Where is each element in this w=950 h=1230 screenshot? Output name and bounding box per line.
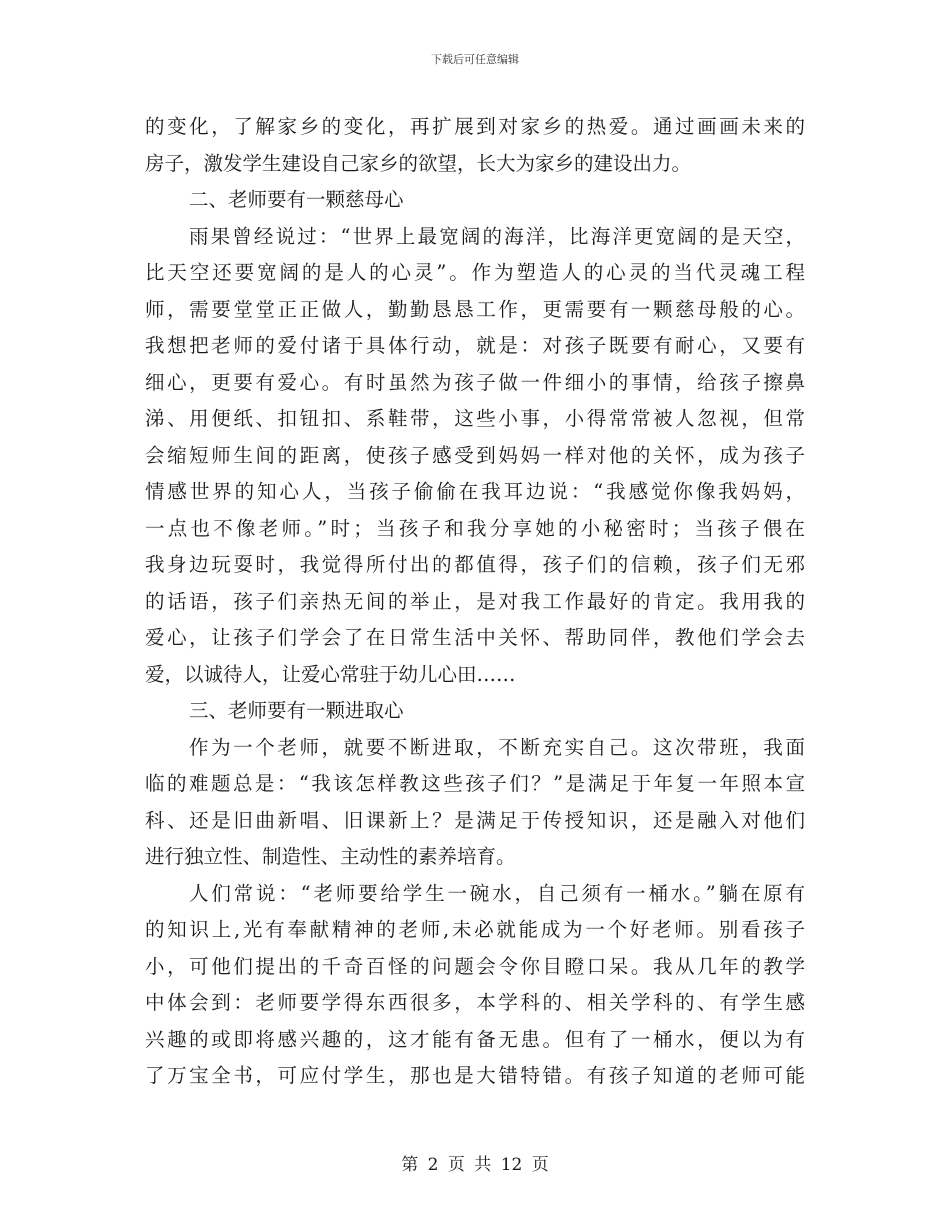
text-line: 作为一个老师，就要不断进取，不断充实自己。这次带班，我面 [189,735,805,759]
text-line: 细心，更要有爱心。有时虽然为孩子做一件细小的事情，给孩子擦鼻 [145,370,805,394]
text-line: 涕、用便纸、扣钮扣、系鞋带，这些小事，小得常常被人忽视，但常 [145,407,805,430]
text-line: 雨果曾经说过：“世界上最宽阔的海洋，比海洋更宽阔的是天空， [189,224,805,248]
text-line: 我想把老师的爱付诸于具体行动，就是：对孩子既要有耐心，又要有 [145,334,805,357]
page-header: 下载后可任意编辑 [431,53,519,66]
text-line: 三、老师要有一颗进取心 [189,699,404,722]
text-line: 人们常说：“老师要给学生一碗水，自己须有一桶水。”躺在原有 [189,881,805,905]
text-line: 的变化，了解家乡的变化，再扩展到对家乡的热爱。通过画画未来的 [145,115,805,138]
text-line: 会缩短师生间的距离，使孩子感受到妈妈一样对他的关怀，成为孩子 [145,443,805,467]
text-line: 进行独立性、制造性、主动性的素养培育。 [145,845,516,868]
document-body [145,109,805,1095]
page-footer: 第 2 页 共 12 页 [401,1155,549,1175]
text-line: 中体会到：老师要学得东西很多，本学科的、相关学科的、有学生感 [145,991,805,1014]
text-line: 临的难题总是：“我该怎样教这些孩子们？”是满足于年复一年照本宣 [145,772,805,795]
text-line: 师，需要堂堂正正做人，勤勤恳恳工作，更需要有一颗慈母般的心。 [145,297,805,321]
text-line: 情感世界的知心人，当孩子偷偷在我耳边说：“我感觉你像我妈妈， [145,480,805,503]
text-line: 小，可他们提出的千奇百怪的问题会令你目瞪口呆。我从几年的教学 [145,954,805,978]
text-line: 我身边玩耍时，我觉得所付出的都值得，孩子们的信赖，孩子们无邪 [145,553,805,576]
text-line: 兴趣的或即将感兴趣的，这才能有备无患。但有了一桶水，便以为有 [145,1027,805,1051]
text-line: 科、还是旧曲新唱、旧课新上？是满足于传授知识，还是融入对他们 [145,808,805,832]
text-line: 爱心，让孩子们学会了在日常生活中关怀、帮助同伴，教他们学会去 [145,626,805,649]
text-line: 二、老师要有一颗慈母心 [189,188,404,211]
text-line: 比天空还要宽阔的是人的心灵”。作为塑造人的心灵的当代灵魂工程 [145,261,805,284]
text-line: 的知识上,光有奉献精神的老师,未必就能成为一个好老师。别看孩子 [145,918,805,941]
text-line: 爱，以诚待人，让爱心常驻于幼儿心田…… [145,662,516,686]
text-line: 一点也不像老师。”时；当孩子和我分享她的小秘密时；当孩子偎在 [145,516,805,540]
text-line: 的话语，孩子们亲热无间的举止，是对我工作最好的肯定。我用我的 [145,589,805,613]
text-line: 了万宝全书，可应付学生，那也是大错特错。有孩子知道的老师可能 [145,1064,805,1087]
text-line: 房子，激发学生建设自己家乡的欲望，长大为家乡的建设出力。 [145,151,692,175]
